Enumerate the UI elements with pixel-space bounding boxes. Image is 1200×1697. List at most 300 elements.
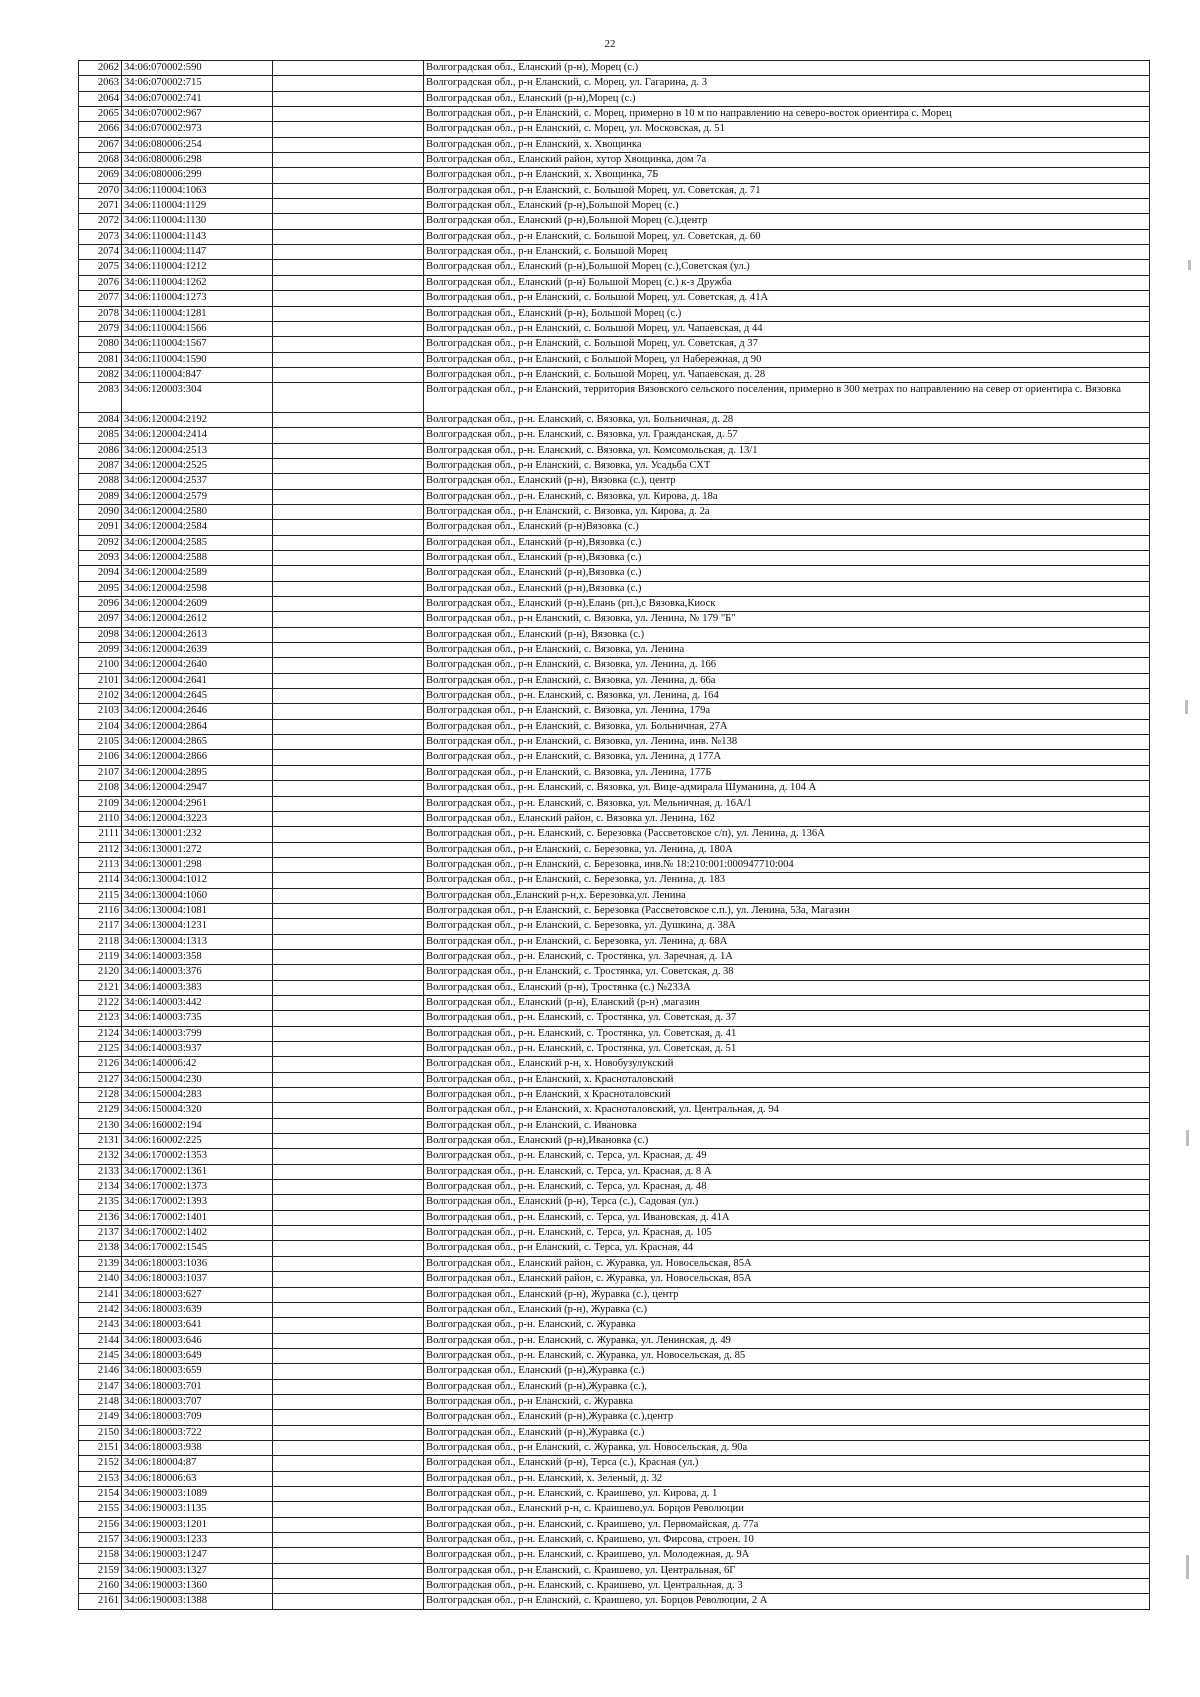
address: Волгоградская обл., Еланский (р-н),Большой Морец (с.),Советская (ул.) — [424, 260, 1150, 275]
table-row — [79, 1425, 1150, 1440]
address: Волгоградская обл., р-н. Еланский, с. Вязовка, ул. Комсомольская, д. 13/1 — [424, 443, 1150, 458]
row-number: 2108 — [79, 781, 122, 796]
empty-cell — [273, 1134, 424, 1149]
table-row — [79, 1379, 1150, 1394]
table-row — [79, 1226, 1150, 1241]
empty-cell — [273, 597, 424, 612]
address: Волгоградская обл., р-н. Еланский, с. Вязовка, ул. Мельничная, д. 16А/1 — [424, 796, 1150, 811]
empty-cell — [273, 1348, 424, 1363]
table-row — [79, 91, 1150, 106]
row-number: 2124 — [79, 1026, 122, 1041]
table-row — [79, 1118, 1150, 1133]
row-number: 2089 — [79, 489, 122, 504]
address: Волгоградская обл., р-н Еланский, территория Вязовского сельского поселения, примерно в 300 метрах по направлению на север от ориентира с. Вязовка — [424, 383, 1150, 413]
table-row — [79, 1088, 1150, 1103]
cadastral-number: 34:06:150004:230 — [122, 1072, 273, 1087]
table-row — [79, 719, 1150, 734]
row-number: 2096 — [79, 597, 122, 612]
cadastral-number: 34:06:120004:2579 — [122, 489, 273, 504]
row-number: 2109 — [79, 796, 122, 811]
address: Волгоградская обл., р-н Еланский, с. Вязовка, ул. Ленина, д 177А — [424, 750, 1150, 765]
address: Волгоградская обл., Еланский (р-н), Морец (с.) — [424, 61, 1150, 76]
row-number: 2091 — [79, 520, 122, 535]
address: Волгоградская обл., р-н. Еланский, с. Березовка (Рассветовское с/п), ул. Ленина, д. 136А — [424, 827, 1150, 842]
address: Волгоградская обл., р-н Еланский, с. Вязовка, ул. Ленина, д. 166 — [424, 658, 1150, 673]
cadastral-number: 34:06:170002:1401 — [122, 1210, 273, 1225]
table-row — [79, 458, 1150, 473]
row-number: 2139 — [79, 1256, 122, 1271]
row-number: 2099 — [79, 643, 122, 658]
address: Волгоградская обл., р-н. Еланский, с. Вязовка, ул. Гражданская, д. 57 — [424, 428, 1150, 443]
table-row — [79, 245, 1150, 260]
row-number: 2069 — [79, 168, 122, 183]
cadastral-number: 34:06:180004:87 — [122, 1456, 273, 1471]
table-row — [79, 1164, 1150, 1179]
empty-cell — [273, 811, 424, 826]
row-number: 2152 — [79, 1456, 122, 1471]
address: Волгоградская обл., Еланский (р-н), Терса (с.), Садовая (ул.) — [424, 1195, 1150, 1210]
empty-cell — [273, 1164, 424, 1179]
address: Волгоградская обл., Еланский (р-н),Журавка (с.) — [424, 1425, 1150, 1440]
address: Волгоградская обл., Еланский (р-н), Журавка (с.) — [424, 1302, 1150, 1317]
row-number: 2147 — [79, 1379, 122, 1394]
row-number: 2098 — [79, 627, 122, 642]
cadastral-number: 34:06:120004:2947 — [122, 781, 273, 796]
row-number: 2132 — [79, 1149, 122, 1164]
empty-cell — [273, 1471, 424, 1486]
table-row — [79, 1333, 1150, 1348]
row-number: 2067 — [79, 137, 122, 152]
row-number: 2159 — [79, 1563, 122, 1578]
empty-cell — [273, 183, 424, 198]
cadastral-number: 34:06:180003:639 — [122, 1302, 273, 1317]
row-number: 2105 — [79, 735, 122, 750]
table-row — [79, 919, 1150, 934]
row-number: 2097 — [79, 612, 122, 627]
table-row — [79, 1440, 1150, 1455]
cadastral-number: 34:06:180003:1037 — [122, 1272, 273, 1287]
cadastral-number: 34:06:120004:2645 — [122, 689, 273, 704]
cadastral-number: 34:06:120004:2589 — [122, 566, 273, 581]
address: Волгоградская обл., р-н Еланский, с. Вязовка, ул. Усадьба СХТ — [424, 458, 1150, 473]
address: Волгоградская обл., Еланский (р-н) Большой Морец (с.) к-з Дружба — [424, 275, 1150, 290]
empty-cell — [273, 199, 424, 214]
address: Волгоградская обл., р-н Еланский, с. Терса, ул. Красная, 44 — [424, 1241, 1150, 1256]
table-row — [79, 750, 1150, 765]
row-number: 2071 — [79, 199, 122, 214]
table-row — [79, 199, 1150, 214]
empty-cell — [273, 428, 424, 443]
empty-cell — [273, 1502, 424, 1517]
address: Волгоградская обл.,Еланский р-н,х. Березовка,ул. Ленина — [424, 888, 1150, 903]
address: Волгоградская обл., р-н. Еланский, с. Журавка — [424, 1318, 1150, 1333]
table-row — [79, 1348, 1150, 1363]
row-number: 2095 — [79, 581, 122, 596]
empty-cell — [273, 765, 424, 780]
empty-cell — [273, 1118, 424, 1133]
table-row — [79, 428, 1150, 443]
empty-cell — [273, 1256, 424, 1271]
address: Волгоградская обл., р-н Еланский, х. Хвощинка — [424, 137, 1150, 152]
table-row — [79, 1594, 1150, 1609]
address: Волгоградская обл., Еланский (р-н),Елань (рп.),с Вязовка,Киоск — [424, 597, 1150, 612]
empty-cell — [273, 1394, 424, 1409]
address: Волгоградская обл., Еланский район, с. Вязовка ул. Ленина, 162 — [424, 811, 1150, 826]
cadastral-number: 34:06:180003:659 — [122, 1364, 273, 1379]
table-row — [79, 827, 1150, 842]
address: Волгоградская обл., Еланский (р-н),Вязовка (с.) — [424, 535, 1150, 550]
scan-artifact — [1185, 700, 1188, 714]
row-number: 2094 — [79, 566, 122, 581]
table-row — [79, 811, 1150, 826]
table-row — [79, 704, 1150, 719]
table-row — [79, 781, 1150, 796]
cadastral-number: 34:06:190003:1135 — [122, 1502, 273, 1517]
address: Волгоградская обл., р-н Еланский, с. Вязовка, ул. Ленина, инв. №138 — [424, 735, 1150, 750]
address: Волгоградская обл., р-н. Еланский, с. Тростянка, ул. Советская, д. 41 — [424, 1026, 1150, 1041]
table-row — [79, 673, 1150, 688]
table-row — [79, 888, 1150, 903]
empty-cell — [273, 306, 424, 321]
row-number: 2127 — [79, 1072, 122, 1087]
cadastral-number: 34:06:170002:1353 — [122, 1149, 273, 1164]
row-number: 2146 — [79, 1364, 122, 1379]
empty-cell — [273, 658, 424, 673]
table-row — [79, 612, 1150, 627]
cadastral-number: 34:06:120004:2864 — [122, 719, 273, 734]
cadastral-number: 34:06:150004:283 — [122, 1088, 273, 1103]
address: Волгоградская обл., р-н. Еланский, с. Тростянка, ул. Советская, д. 51 — [424, 1042, 1150, 1057]
cadastral-number: 34:06:130004:1313 — [122, 934, 273, 949]
table-row — [79, 1579, 1150, 1594]
cadastral-number: 34:06:120004:2580 — [122, 504, 273, 519]
empty-cell — [273, 735, 424, 750]
address: Волгоградская обл., р-н Еланский, с. Большой Морец, ул. Чапаевская, д 44 — [424, 321, 1150, 336]
empty-cell — [273, 827, 424, 842]
cadastral-number: 34:06:120004:2414 — [122, 428, 273, 443]
table-row — [79, 965, 1150, 980]
cadastral-number: 34:06:180003:938 — [122, 1440, 273, 1455]
address: Волгоградская обл., Еланский (р-н),Вязовка (с.) — [424, 551, 1150, 566]
address: Волгоградская обл., р-н. Еланский, с. Вязовка, ул. Вице-адмирала Шуманина, д. 104 А — [424, 781, 1150, 796]
row-number: 2149 — [79, 1410, 122, 1425]
cadastral-number: 34:06:130001:232 — [122, 827, 273, 842]
table-row — [79, 504, 1150, 519]
empty-cell — [273, 888, 424, 903]
cadastral-number: 34:06:130001:272 — [122, 842, 273, 857]
row-number: 2065 — [79, 107, 122, 122]
table-row — [79, 1210, 1150, 1225]
row-number: 2118 — [79, 934, 122, 949]
cadastral-number: 34:06:120004:2613 — [122, 627, 273, 642]
cadastral-number: 34:06:120004:2961 — [122, 796, 273, 811]
table-row — [79, 566, 1150, 581]
row-number: 2135 — [79, 1195, 122, 1210]
address: Волгоградская обл., р-н Еланский, с. Морец, ул. Московская, д. 51 — [424, 122, 1150, 137]
row-number: 2116 — [79, 903, 122, 918]
table-row — [79, 1134, 1150, 1149]
empty-cell — [273, 842, 424, 857]
cadastral-number: 34:06:190003:1089 — [122, 1486, 273, 1501]
table-row — [79, 627, 1150, 642]
cadastral-number: 34:06:110004:1590 — [122, 352, 273, 367]
row-number: 2115 — [79, 888, 122, 903]
cadastral-number: 34:06:190003:1388 — [122, 1594, 273, 1609]
row-number: 2161 — [79, 1594, 122, 1609]
empty-cell — [273, 229, 424, 244]
row-number: 2125 — [79, 1042, 122, 1057]
table-row — [79, 765, 1150, 780]
cadastral-number: 34:06:120004:2513 — [122, 443, 273, 458]
table-row — [79, 1072, 1150, 1087]
cadastral-number: 34:06:110004:1273 — [122, 291, 273, 306]
cadastral-number: 34:06:160002:225 — [122, 1134, 273, 1149]
empty-cell — [273, 1057, 424, 1072]
address: Волгоградская обл., р-н Еланский, с. Большой Морец, ул. Советская, д. 60 — [424, 229, 1150, 244]
table-row — [79, 443, 1150, 458]
cadastral-number: 34:06:180003:722 — [122, 1425, 273, 1440]
address: Волгоградская обл., Еланский р-н, с. Краишево,ул. Борцов Революции — [424, 1502, 1150, 1517]
cadastral-number: 34:06:160002:194 — [122, 1118, 273, 1133]
table-row — [79, 597, 1150, 612]
empty-cell — [273, 1333, 424, 1348]
row-number: 2104 — [79, 719, 122, 734]
empty-cell — [273, 535, 424, 550]
table-row — [79, 214, 1150, 229]
empty-cell — [273, 1241, 424, 1256]
table-row — [79, 1456, 1150, 1471]
empty-cell — [273, 352, 424, 367]
address: Волгоградская обл., Еланский (р-н),Журавка (с.) — [424, 1364, 1150, 1379]
row-number: 2079 — [79, 321, 122, 336]
row-number: 2122 — [79, 995, 122, 1010]
cadastral-number: 34:06:140003:799 — [122, 1026, 273, 1041]
address: Волгоградская обл., р-н. Еланский, с. Тростянка, ул. Заречная, д. 1А — [424, 949, 1150, 964]
empty-cell — [273, 995, 424, 1010]
row-number: 2134 — [79, 1180, 122, 1195]
address: Волгоградская обл., р-н. Еланский, с. Журавка, ул. Новосельская, д. 85 — [424, 1348, 1150, 1363]
address: Волгоградская обл., Еланский (р-н),Большой Морец (с.) — [424, 199, 1150, 214]
cadastral-number: 34:06:170002:1402 — [122, 1226, 273, 1241]
cadastral-number: 34:06:190003:1327 — [122, 1563, 273, 1578]
table-row — [79, 1486, 1150, 1501]
cadastral-number: 34:06:110004:1063 — [122, 183, 273, 198]
cadastral-number: 34:06:170002:1373 — [122, 1180, 273, 1195]
address: Волгоградская обл., р-н Еланский, с. Большой Морец, ул. Чапаевская, д. 28 — [424, 367, 1150, 382]
table-row — [79, 934, 1150, 949]
cadastral-number: 34:06:120004:2588 — [122, 551, 273, 566]
cadastral-number: 34:06:120003:304 — [122, 383, 273, 413]
cadastral-number: 34:06:130004:1081 — [122, 903, 273, 918]
address: Волгоградская обл., Еланский район, с. Журавка, ул. Новосельская, 85А — [424, 1272, 1150, 1287]
empty-cell — [273, 1180, 424, 1195]
row-number: 2140 — [79, 1272, 122, 1287]
empty-cell — [273, 949, 424, 964]
address: Волгоградская обл., р-н Еланский, с. Березовка (Рассветовское с.п.), ул. Ленина, 53а, Магазин — [424, 903, 1150, 918]
table-row — [79, 1548, 1150, 1563]
row-number: 2123 — [79, 1011, 122, 1026]
row-number: 2110 — [79, 811, 122, 826]
address: Волгоградская обл., р-н Еланский, с. Вязовка, ул. Кирова, д. 2а — [424, 504, 1150, 519]
table-row — [79, 61, 1150, 76]
row-number: 2102 — [79, 689, 122, 704]
address: Волгоградская обл., Еланский (р-н), Терса (с.), Красная (ул.) — [424, 1456, 1150, 1471]
address: Волгоградская обл., р-н. Еланский, х. Зеленый, д. 32 — [424, 1471, 1150, 1486]
row-number: 2119 — [79, 949, 122, 964]
row-number: 2157 — [79, 1533, 122, 1548]
table-row — [79, 183, 1150, 198]
cadastral-number: 34:06:180003:1036 — [122, 1256, 273, 1271]
row-number: 2153 — [79, 1471, 122, 1486]
row-number: 2073 — [79, 229, 122, 244]
address: Волгоградская обл., р-н Еланский, с. Большой Морец — [424, 245, 1150, 260]
row-number: 2083 — [79, 383, 122, 413]
row-number: 2129 — [79, 1103, 122, 1118]
table-row — [79, 903, 1150, 918]
table-row — [79, 980, 1150, 995]
address: Волгоградская обл., р-н Еланский, х. Красноталовский — [424, 1072, 1150, 1087]
address: Волгоградская обл., Еланский (р-н),Журавка (с.),центр — [424, 1410, 1150, 1425]
empty-cell — [273, 1456, 424, 1471]
address: Волгоградская обл., р-н. Еланский, с. Терса, ул. Красная, д. 48 — [424, 1180, 1150, 1195]
cadastral-number: 34:06:110004:1143 — [122, 229, 273, 244]
table-row — [79, 137, 1150, 152]
row-number: 2107 — [79, 765, 122, 780]
cadastral-number: 34:06:120004:2584 — [122, 520, 273, 535]
row-number: 2070 — [79, 183, 122, 198]
cadastral-number: 34:06:080006:298 — [122, 153, 273, 168]
cadastral-number: 34:06:070002:741 — [122, 91, 273, 106]
row-number: 2141 — [79, 1287, 122, 1302]
cadastral-number: 34:06:170002:1545 — [122, 1241, 273, 1256]
row-number: 2133 — [79, 1164, 122, 1179]
table-row — [79, 551, 1150, 566]
address: Волгоградская обл., Еланский (р-н), Вязовка (с.), центр — [424, 474, 1150, 489]
registry-table-body — [79, 61, 1150, 1610]
scan-artifact — [1188, 260, 1191, 270]
cadastral-number: 34:06:120004:2525 — [122, 458, 273, 473]
cadastral-number: 34:06:070002:973 — [122, 122, 273, 137]
address: Волгоградская обл., р-н Еланский, х. Красноталовский, ул. Центральная, д. 94 — [424, 1103, 1150, 1118]
table-row — [79, 857, 1150, 872]
cadastral-number: 34:06:110004:847 — [122, 367, 273, 382]
empty-cell — [273, 1226, 424, 1241]
table-row — [79, 1103, 1150, 1118]
address: Волгоградская обл., р-н Еланский, с. Морец, ул. Гагарина, д. 3 — [424, 76, 1150, 91]
cadastral-number: 34:06:070002:967 — [122, 107, 273, 122]
address: Волгоградская обл., р-н. Еланский, с. Краишево, ул. Кирова, д. 1 — [424, 1486, 1150, 1501]
cadastral-number: 34:06:120004:2585 — [122, 535, 273, 550]
row-number: 2154 — [79, 1486, 122, 1501]
table-row — [79, 1241, 1150, 1256]
address: Волгоградская обл., р-н Еланский, с. Большой Морец, ул. Советская, д 37 — [424, 337, 1150, 352]
row-number: 2066 — [79, 122, 122, 137]
table-row — [79, 383, 1150, 413]
cadastral-number: 34:06:110004:1566 — [122, 321, 273, 336]
empty-cell — [273, 214, 424, 229]
empty-cell — [273, 704, 424, 719]
address: Волгоградская обл., р-н. Еланский, с. Краишево, ул. Фирсова, строен. 10 — [424, 1533, 1150, 1548]
empty-cell — [273, 551, 424, 566]
row-number: 2160 — [79, 1579, 122, 1594]
table-row — [79, 995, 1150, 1010]
table-row — [79, 1287, 1150, 1302]
row-number: 2137 — [79, 1226, 122, 1241]
cadastral-number: 34:06:140003:937 — [122, 1042, 273, 1057]
registry-table — [78, 60, 1150, 1610]
empty-cell — [273, 383, 424, 413]
row-number: 2086 — [79, 443, 122, 458]
row-number: 2112 — [79, 842, 122, 857]
empty-cell — [273, 337, 424, 352]
table-row — [79, 1533, 1150, 1548]
row-number: 2088 — [79, 474, 122, 489]
empty-cell — [273, 1548, 424, 1563]
address: Волгоградская обл., р-н Еланский, с. Журавка, ул. Новосельская, д. 90а — [424, 1440, 1150, 1455]
cadastral-number: 34:06:180003:707 — [122, 1394, 273, 1409]
table-row — [79, 949, 1150, 964]
cadastral-number: 34:06:120004:2609 — [122, 597, 273, 612]
row-number: 2155 — [79, 1502, 122, 1517]
cadastral-number: 34:06:120004:2639 — [122, 643, 273, 658]
row-number: 2078 — [79, 306, 122, 321]
cadastral-number: 34:06:180003:649 — [122, 1348, 273, 1363]
cadastral-number: 34:06:070002:715 — [122, 76, 273, 91]
table-row — [79, 1256, 1150, 1271]
table-row — [79, 1042, 1150, 1057]
table-row — [79, 1302, 1150, 1317]
empty-cell — [273, 903, 424, 918]
address: Волгоградская обл., Еланский (р-н), Большой Морец (с.) — [424, 306, 1150, 321]
table-row — [79, 76, 1150, 91]
empty-cell — [273, 1533, 424, 1548]
row-number: 2148 — [79, 1394, 122, 1409]
cadastral-number: 34:06:120004:2866 — [122, 750, 273, 765]
address: Волгоградская обл., Еланский (р-н), Журавка (с.), центр — [424, 1287, 1150, 1302]
address: Волгоградская обл., р-н Еланский, с. Вязовка, ул. Ленина, 177Б — [424, 765, 1150, 780]
table-row — [79, 229, 1150, 244]
table-row — [79, 520, 1150, 535]
address: Волгоградская обл., Еланский (р-н), Вязовка (с.) — [424, 627, 1150, 642]
row-number: 2136 — [79, 1210, 122, 1225]
empty-cell — [273, 76, 424, 91]
scan-artifact — [1186, 1130, 1189, 1146]
address: Волгоградская обл., Еланский (р-н),Морец (с.) — [424, 91, 1150, 106]
empty-cell — [273, 1318, 424, 1333]
row-number: 2103 — [79, 704, 122, 719]
empty-cell — [273, 122, 424, 137]
empty-cell — [273, 260, 424, 275]
row-number: 2121 — [79, 980, 122, 995]
row-number: 2144 — [79, 1333, 122, 1348]
address: Волгоградская обл., Еланский (р-н),Ивановка (с.) — [424, 1134, 1150, 1149]
address: Волгоградская обл., Еланский район, хутор Хвощинка, дом 7а — [424, 153, 1150, 168]
table-row — [79, 260, 1150, 275]
row-number: 2082 — [79, 367, 122, 382]
table-row — [79, 643, 1150, 658]
row-number: 2074 — [79, 245, 122, 260]
address: Волгоградская обл., р-н Еланский, с. Березовка, инв.№ 18:210:001:000947710:004 — [424, 857, 1150, 872]
address: Волгоградская обл., р-н Еланский, с. Березовка, ул. Ленина, д. 68А — [424, 934, 1150, 949]
table-row — [79, 153, 1150, 168]
table-row — [79, 1026, 1150, 1041]
table-row — [79, 291, 1150, 306]
empty-cell — [273, 919, 424, 934]
scan-artifact — [1186, 1555, 1189, 1579]
cadastral-number: 34:06:080006:299 — [122, 168, 273, 183]
table-row — [79, 367, 1150, 382]
table-row — [79, 535, 1150, 550]
